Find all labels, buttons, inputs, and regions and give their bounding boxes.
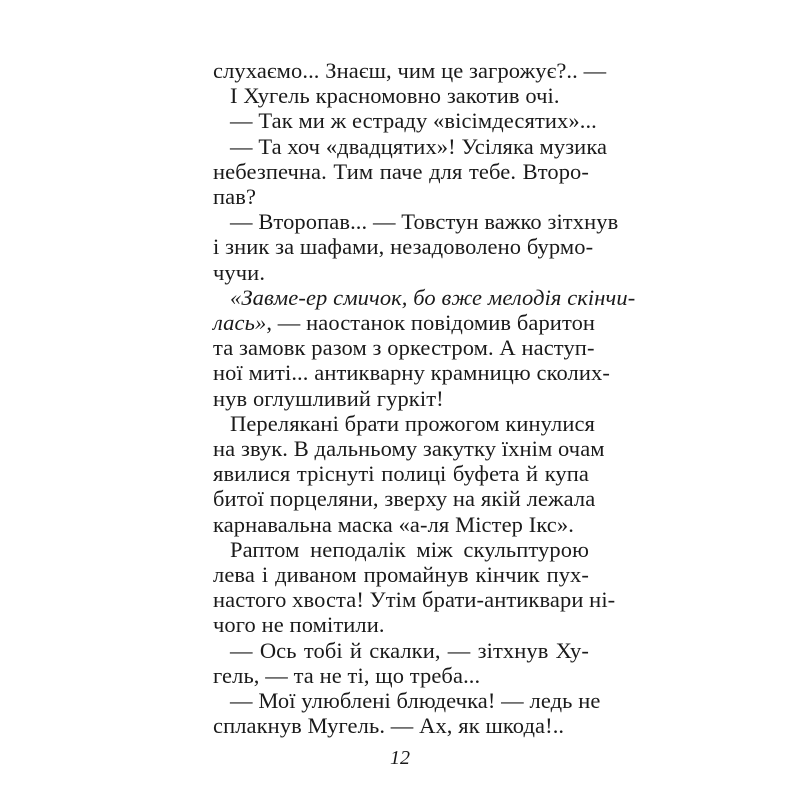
text-line: І Хугель красномовно закотив очі.	[230, 83, 560, 109]
text-line: нув оглушливий гуркіт!	[213, 385, 444, 411]
text-line: — Ось тобі й скалки, — зітхнув Ху-	[230, 637, 589, 663]
page-number: 12	[390, 747, 410, 770]
text-line: Раптом неподалік між скульптурою	[230, 536, 589, 562]
text-line	[213, 310, 596, 336]
italic-fragment: лась»	[213, 310, 267, 335]
text-fragment: , — наостанок повідомив баритон	[266, 310, 596, 335]
text-line: — Та хоч «двадцятих»! Усіляка музика	[230, 133, 608, 159]
text-line: — Мої улюблені блюдечка! — ледь не	[230, 688, 601, 713]
text-line: — Так ми ж естраду «вісімдесятих»...	[230, 108, 597, 134]
text-line: ної миті... антикварну крамницю сколих-	[213, 360, 610, 386]
text-line: карнавальна маска «а-ля Містер Ікс».	[213, 511, 574, 537]
text-line: гель, — та не ті, що треба...	[213, 662, 481, 688]
text-line: на звук. В дальньому закутку їхнім очам	[213, 436, 605, 461]
text-line-italic: «Завме-ер смичок, бо вже мелодія скінчи-	[230, 284, 636, 310]
text-line: сплакнув Мугель. — Ах, як шкода!..	[213, 713, 565, 739]
text-line: — Второпав... — Товстун важко зітхнув	[230, 209, 619, 235]
text-line: небезпечна. Тим паче для тебе. Второ-	[213, 158, 589, 184]
text-line: чого не помітили.	[213, 612, 385, 638]
text-line: явилися тріснуті полиці буфета й купа	[213, 461, 589, 487]
text-line: настого хвоста! Утім брати-антиквари ні-	[213, 587, 616, 613]
text-line: слухаємо... Знаєш, чим це загрожує?.. —	[213, 58, 607, 83]
text-line: пав?	[213, 184, 257, 209]
text-line: і зник за шафами, незадоволено бурмо-	[213, 234, 594, 260]
text-line: чучи.	[213, 259, 266, 285]
text-line: та замовк разом з оркестром. А наступ-	[213, 335, 595, 361]
text-line: лева і диваном промайнув кінчик пух-	[213, 562, 589, 587]
text-line: битої порцеляни, зверху на якій лежала	[213, 486, 596, 512]
text-line: Перелякані брати прожогом кинулися	[230, 410, 595, 436]
